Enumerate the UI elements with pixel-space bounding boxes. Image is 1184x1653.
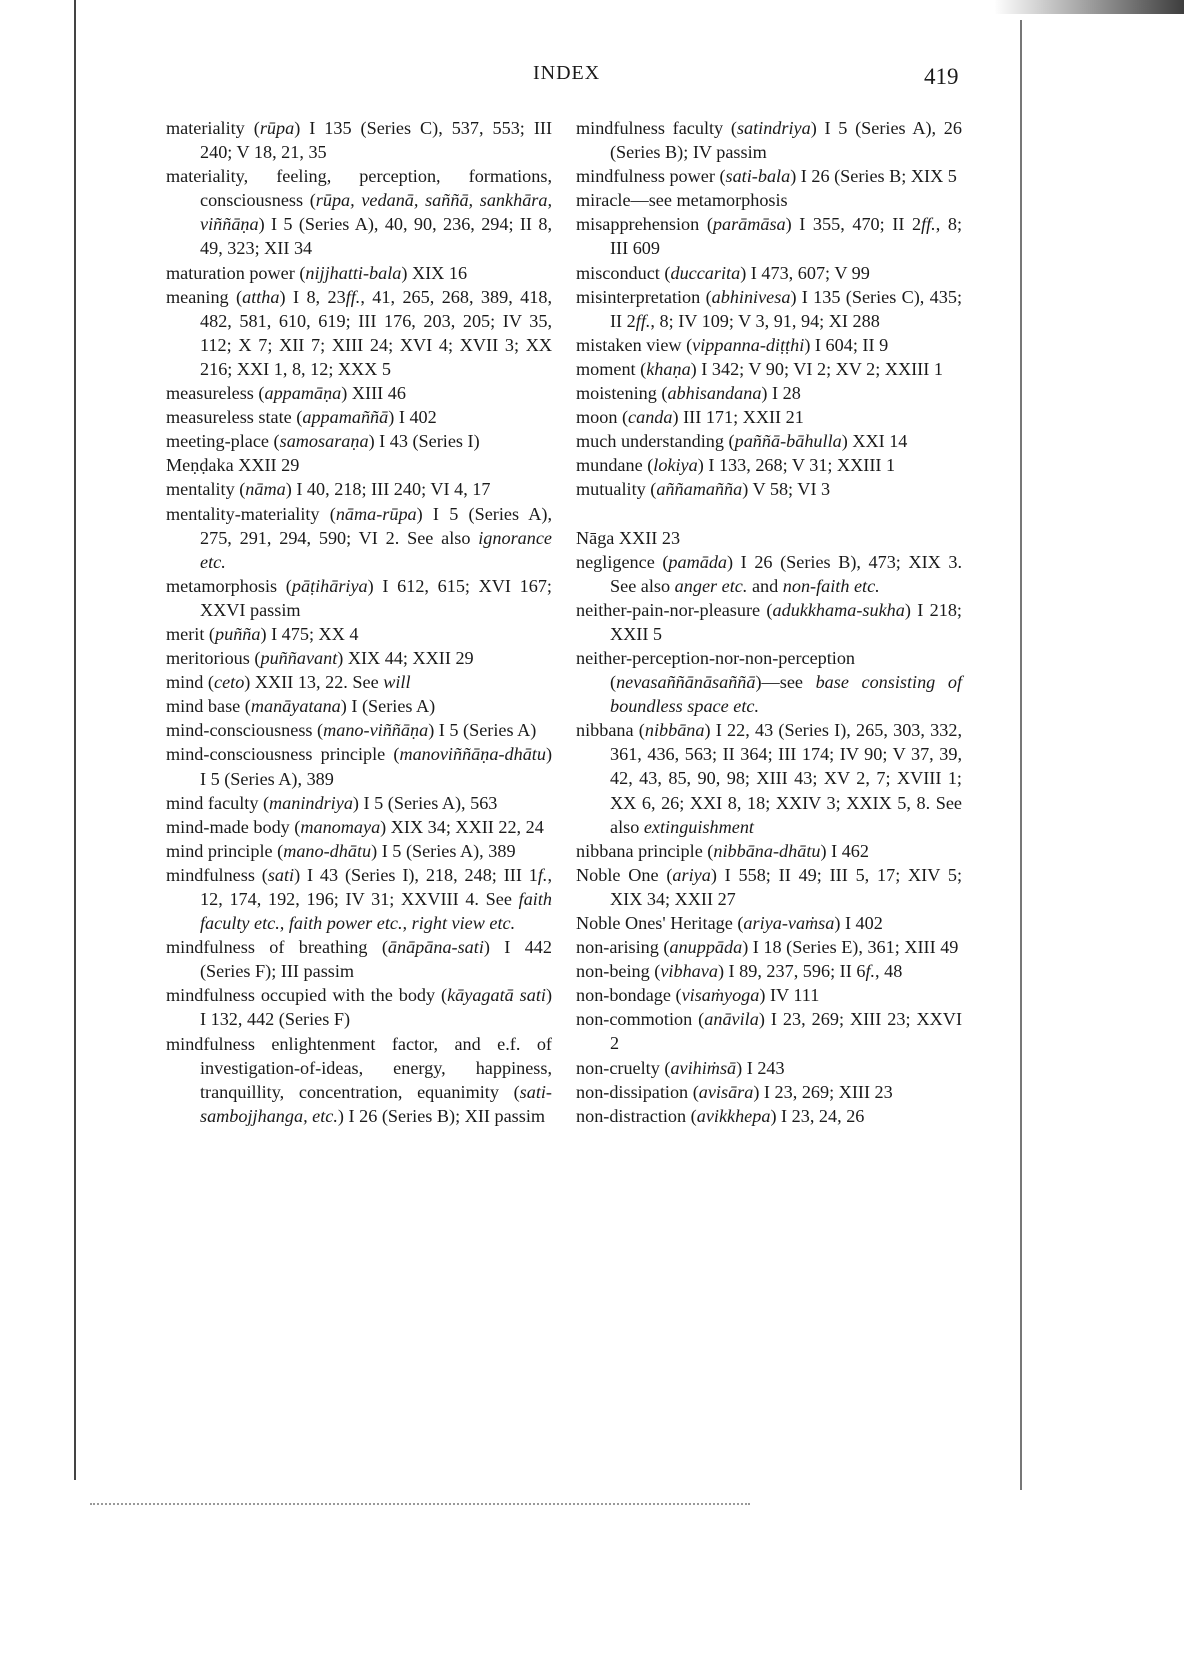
entry-text: ) I 132, 442 (Series F)	[200, 985, 552, 1030]
entry-text: misconduct (	[576, 262, 671, 283]
index-entry	[166, 935, 552, 983]
entry-text: moment (	[576, 358, 647, 379]
entry-text: )—see	[755, 672, 816, 693]
scan-artifact-dots	[90, 1503, 750, 1505]
entry-text: ) I 26 (Series B; XIX 5	[790, 166, 957, 187]
index-entry	[576, 526, 962, 550]
pali-term: extinguishment	[643, 816, 754, 837]
index-entry	[166, 477, 552, 501]
pali-term: nevasaññānāsaññā	[616, 672, 756, 693]
pali-term: khaṇa	[646, 358, 691, 379]
entry-text: ) I 5 (Series A), 563	[352, 792, 498, 813]
entry-text: mindfulness (	[166, 864, 268, 885]
pali-term: vippanna-diṭṭhi	[692, 334, 805, 355]
pali-term: aññamañña	[656, 479, 743, 500]
pali-term: pāṭihāriya	[291, 575, 368, 596]
entry-text: Meṇḍaka XXII 29	[166, 455, 300, 476]
pali-term: avikkhepa	[696, 1105, 771, 1126]
entry-text: neither-pain-nor-pleasure (	[576, 599, 773, 620]
index-entry	[576, 839, 962, 863]
entry-text: mindfulness of breathing (	[166, 937, 388, 958]
entry-text: moistening (	[576, 383, 668, 404]
entry-text: misinterpretation (	[576, 286, 712, 307]
entry-text: ) III 171; XXII 21	[672, 407, 804, 428]
index-entry	[166, 694, 552, 718]
entry-text: materiality (	[166, 118, 260, 138]
index-entry	[166, 116, 552, 164]
index-entry	[166, 983, 552, 1031]
pali-term: visaṁyoga	[681, 985, 760, 1006]
index-entry	[576, 212, 962, 260]
pali-term: vibhava	[660, 961, 718, 982]
entry-text: ) I 5 (Series A)	[428, 720, 537, 741]
index-entry	[166, 502, 552, 574]
entry-text: ) I (Series A)	[340, 696, 436, 717]
index-entry	[576, 1104, 962, 1128]
entry-text: ) I 135 (Series C), 537, 553; III 240; V 18, 21, 35	[200, 118, 553, 163]
index-entry	[576, 333, 962, 357]
index-entry	[166, 646, 552, 670]
entry-text: mindfulness enlightenment factor, and e.f. of investigation-of-ideas, energy, happiness, tranquillity, concentration, equanimity (	[166, 1033, 552, 1102]
scan-edge-left	[74, 0, 76, 1480]
pali-term: f.	[865, 961, 876, 982]
entry-text: metamorphosis (	[166, 575, 292, 596]
entry-text: non-distraction (	[576, 1105, 697, 1126]
page-number: 419	[924, 64, 959, 89]
pali-term: manomaya	[300, 816, 381, 837]
entry-text: mistaken view (	[576, 334, 693, 355]
pali-term: ceto	[214, 672, 245, 693]
entry-text: , 41, 265, 268, 389, 418, 482, 581, 610, 619; III 176, 203, 205; IV 35, 112; X 7; XII 7; XIII 24; XVI 4; XVII 3; XX 216; XXI 1, 8, 12; XXX 5	[200, 286, 553, 379]
pali-term: base consisting of boundless space etc.	[610, 672, 962, 717]
pali-term: anger etc.	[674, 575, 748, 596]
entry-text: mind base (	[166, 696, 251, 717]
entry-text: mindfulness faculty (	[576, 118, 737, 138]
index-column-right	[576, 116, 962, 1128]
entry-text: meritorious (	[166, 648, 261, 669]
entry-text: moon (	[576, 407, 629, 428]
index-entry	[576, 935, 962, 959]
pali-term: mano-viññāṇa	[323, 720, 429, 741]
pali-term: canda	[628, 407, 673, 428]
index-entry	[576, 188, 962, 212]
entry-text: ) I 26 (Series B); XII passim	[337, 1105, 546, 1126]
pali-term: appamāṇa	[264, 383, 342, 404]
pali-term: ff.	[345, 286, 361, 307]
entry-text: mindfulness occupied with the body (	[166, 985, 448, 1006]
entry-text: ) I 243	[736, 1057, 785, 1078]
entry-text: ) I 22, 43 (Series I), 265, 303, 332, 361, 436, 563; II 364; III 174; IV 90; V 37, 39, 42, 43, 85, 90, 98; XIII 43; XV 2, 7; XVIII 1; XX 6, 26; XXI 8, 18; XXIV 3; XXIX 5, 8. See also	[610, 720, 962, 837]
pali-term: abhinivesa	[711, 286, 791, 307]
pali-term: pamāda	[668, 551, 728, 572]
entry-text: nibbana principle (	[576, 840, 714, 861]
entry-text: materiality, feeling, perception, formations, consciousness (	[166, 166, 552, 211]
entry-text: non-arising (	[576, 937, 670, 958]
index-entry	[576, 285, 962, 333]
entry-text: ) I 5 (Series A), 275, 291, 294, 590; VI 2. See also	[200, 503, 552, 548]
entry-text: ) I 28	[761, 383, 801, 404]
entry-text: non-cruelty (	[576, 1057, 671, 1078]
index-entry	[576, 429, 962, 453]
entry-text: ) I 5 (Series A), 389	[371, 840, 516, 861]
entry-text: , 12, 174, 192, 196; IV 31; XXVIII 4. See	[200, 864, 552, 909]
pali-term: manāyatana	[250, 696, 341, 717]
index-entry	[576, 477, 962, 501]
entry-text: ) I 5 (Series A), 389	[200, 744, 552, 789]
pali-term: duccarita	[670, 262, 741, 283]
entry-text: mind (	[166, 672, 214, 693]
entry-text: mentality (	[166, 479, 246, 500]
pali-term: adukkhama-sukha	[772, 599, 905, 620]
index-entry	[166, 285, 552, 381]
entry-text: ) I 23, 24, 26	[770, 1105, 865, 1126]
entry-text: Noble One (	[576, 864, 673, 885]
entry-text: ) I 342; V 90; VI 2; XV 2; XXIII 1	[690, 358, 943, 379]
index-entry	[166, 791, 552, 815]
pali-term: samosaraṇa	[279, 431, 369, 452]
entry-text: mundane (	[576, 455, 654, 476]
entry-text: non-being (	[576, 961, 661, 982]
pali-term: sati	[267, 864, 295, 885]
entry-text: ) I 462	[820, 840, 869, 861]
entry-text: ) I 8, 23	[279, 286, 346, 307]
entry-text: ) I 43 (Series I), 218, 248; III 1	[294, 864, 538, 885]
index-entry	[166, 429, 552, 453]
index-entry	[576, 1056, 962, 1080]
entry-text: ) I 604; II 9	[804, 334, 889, 355]
index-entry	[166, 839, 552, 863]
pali-term: abhisandana	[667, 383, 762, 404]
entry-text: much understanding (	[576, 431, 735, 452]
entry-text: ) I 26 (Series B), 473; XIX 3. See also	[610, 551, 962, 596]
entry-text: mind-consciousness principle (	[166, 744, 400, 765]
entry-text: ) I 442 (Series F); III passim	[200, 937, 552, 982]
index-entry	[576, 381, 962, 405]
pali-term: satindriya	[736, 118, 811, 138]
entry-text: ) I 355, 470; II 2	[785, 214, 922, 235]
entry-text: ) XXII 13, 22. See	[244, 672, 384, 693]
pali-term: manoviññāṇa-dhātu	[399, 744, 546, 765]
entry-text: ) XIII 46	[341, 383, 406, 404]
entry-text: maturation power (	[166, 262, 306, 283]
pali-term: sati-bala	[725, 166, 791, 187]
entry-text: nibbana (	[576, 720, 645, 741]
index-entry	[576, 453, 962, 477]
index-entry	[576, 116, 962, 164]
entry-text: , 8; III 609	[610, 214, 962, 259]
scan-edge-right	[1020, 20, 1022, 1490]
index-entry	[166, 405, 552, 429]
pali-term: paññā-bāhulla	[734, 431, 842, 452]
index-entry	[166, 164, 552, 260]
index-entry	[576, 863, 962, 911]
pali-term: ariya	[672, 864, 711, 885]
pali-term: avihiṁsā	[670, 1057, 737, 1078]
index-entry	[576, 1080, 962, 1104]
pali-term: will	[383, 672, 411, 693]
pali-term: ff.	[921, 214, 936, 235]
pali-term: attha	[242, 286, 280, 307]
entry-text: non-dissipation (	[576, 1081, 699, 1102]
pali-term: f.	[537, 864, 548, 885]
pali-term: parāmāsa	[712, 214, 786, 235]
entry-text: and	[747, 575, 783, 596]
index-entry	[166, 453, 552, 477]
entry-text: ) I 218; XXII 5	[610, 599, 962, 644]
index-entry	[166, 670, 552, 694]
pali-term: sati-sambojjhanga, etc.	[200, 1081, 552, 1126]
pali-term: rūpa, vedanā, saññā, sankhāra, viññāṇa	[200, 190, 553, 235]
index-entry	[166, 574, 552, 622]
pali-term: nibbāna	[644, 720, 705, 741]
pali-term: nāma-rūpa	[335, 503, 417, 524]
pali-term: ānāpāna-sati	[387, 937, 484, 958]
entry-text: mutuality (	[576, 479, 657, 500]
entry-text: ) IV 111	[759, 985, 820, 1006]
entry-text: mind-consciousness (	[166, 720, 324, 741]
entry-text: meeting-place (	[166, 431, 280, 452]
pali-term: manindriya	[269, 792, 353, 813]
pali-term: avisāra	[698, 1081, 754, 1102]
pali-term: anāvila	[704, 1009, 759, 1030]
entry-text: Nāga XXII 23	[576, 527, 681, 548]
index-entry	[166, 863, 552, 935]
running-head: INDEX	[533, 62, 601, 84]
pali-term: puñña	[215, 623, 261, 644]
pali-term: nibbāna-dhātu	[713, 840, 821, 861]
pali-term: puññavant	[260, 648, 338, 669]
pali-term: ff.	[635, 310, 651, 331]
entry-text: ) I 23, 269; XIII 23; XXVI 2	[610, 1009, 962, 1054]
entry-text: ) I 5 (Series A), 26 (Series B); IV passim	[610, 118, 962, 163]
entry-text: measureless (	[166, 383, 265, 404]
entry-text: ) I 135 (Series C), 435; II 2	[610, 286, 962, 331]
entry-text: non-commotion (	[576, 1009, 705, 1030]
entry-text: negligence (	[576, 551, 669, 572]
entry-text: ) I 473, 607; V 99	[740, 262, 870, 283]
index-column-left	[166, 116, 552, 1128]
entry-text: ) XXI 14	[841, 431, 908, 452]
entry-text: mindfulness power (	[576, 166, 726, 187]
entry-text: meaning (	[166, 286, 243, 307]
entry-text: mind-made body (	[166, 816, 301, 837]
entry-text: ) XIX 16	[401, 262, 468, 283]
entry-text: ) V 58; VI 3	[742, 479, 831, 500]
entry-text: ) I 402	[388, 407, 437, 428]
entry-text: measureless state (	[166, 407, 303, 428]
scan-shadow	[994, 0, 1184, 14]
index-entry	[166, 1032, 552, 1128]
entry-text: ) I 40, 218; III 240; VI 4, 17	[285, 479, 491, 500]
entry-text: Noble Ones' Heritage (	[576, 913, 744, 933]
index-entry	[576, 598, 962, 646]
entry-text: , 8; IV 109; V 3, 91, 94; XI 288	[650, 310, 880, 331]
entry-text: misapprehension (	[576, 214, 713, 235]
entry-text: ) I 43 (Series I)	[368, 431, 480, 452]
entry-text: ) I 133, 268; V 31; XXIII 1	[697, 455, 896, 476]
entry-text: ) I 23, 269; XIII 23	[753, 1081, 893, 1102]
entry-text: ) I 402	[834, 913, 883, 933]
pali-term: kāyagatā sati	[447, 985, 546, 1006]
index-entry	[166, 381, 552, 405]
pali-term: ariya-vaṁsa	[743, 913, 835, 933]
entry-text: ) I 18 (Series E), 361; XIII 49	[742, 937, 959, 958]
index-entry	[576, 718, 962, 838]
entry-text: miracle—see metamorphosis	[576, 190, 788, 211]
index-entry	[576, 911, 962, 935]
index-entry	[576, 357, 962, 381]
pali-term: rūpa	[259, 118, 295, 138]
pali-term: nāma	[245, 479, 286, 500]
index-entry	[166, 261, 552, 285]
pali-term: faith faculty etc., faith power etc., right view etc.	[200, 889, 552, 934]
index-entry	[576, 261, 962, 285]
entry-text: merit (	[166, 623, 215, 644]
pali-term: nijjhatti-bala	[305, 262, 402, 283]
pali-term: lokiya	[653, 455, 698, 476]
pali-term: mano-dhātu	[283, 840, 372, 861]
entry-text: ) I 612, 615; XVI 167; XXVI passim	[200, 575, 552, 620]
entry-text: ) XIX 44; XXII 29	[337, 648, 474, 669]
entry-text: neither-perception-nor-non-perception (	[576, 647, 856, 693]
index-entry	[576, 164, 962, 188]
index-entry	[166, 815, 552, 839]
index-entry	[166, 718, 552, 742]
entry-text: mind faculty (	[166, 792, 270, 813]
index-entry	[576, 405, 962, 429]
entry-text: ) I 558; II 49; III 5, 17; XIV 5; XIX 34; XXII 27	[610, 864, 962, 909]
index-entry	[576, 983, 962, 1007]
pali-term: ignorance etc.	[200, 527, 552, 572]
entry-text: ) XIX 34; XXII 22, 24	[380, 816, 544, 837]
entry-text: ) I 89, 237, 596; II 6	[717, 961, 866, 982]
index-entry	[576, 550, 962, 598]
entry-text: non-bondage (	[576, 985, 682, 1006]
entry-text: ) I 5 (Series A), 40, 90, 236, 294; II 8, 49, 323; XII 34	[200, 214, 552, 259]
index-entry	[576, 959, 962, 983]
pali-term: anuppāda	[669, 937, 743, 958]
entry-text: ) I 475; XX 4	[260, 623, 359, 644]
entry-text: mentality-materiality (	[166, 503, 336, 524]
entry-text: mind principle (	[166, 840, 284, 861]
pali-term: appamaññā	[302, 407, 389, 428]
index-entry	[166, 742, 552, 790]
pali-term: non-faith etc.	[782, 575, 880, 596]
index-entry	[166, 622, 552, 646]
index-entry	[576, 646, 962, 718]
index-entry	[576, 1007, 962, 1055]
entry-text: , 48	[875, 961, 903, 982]
